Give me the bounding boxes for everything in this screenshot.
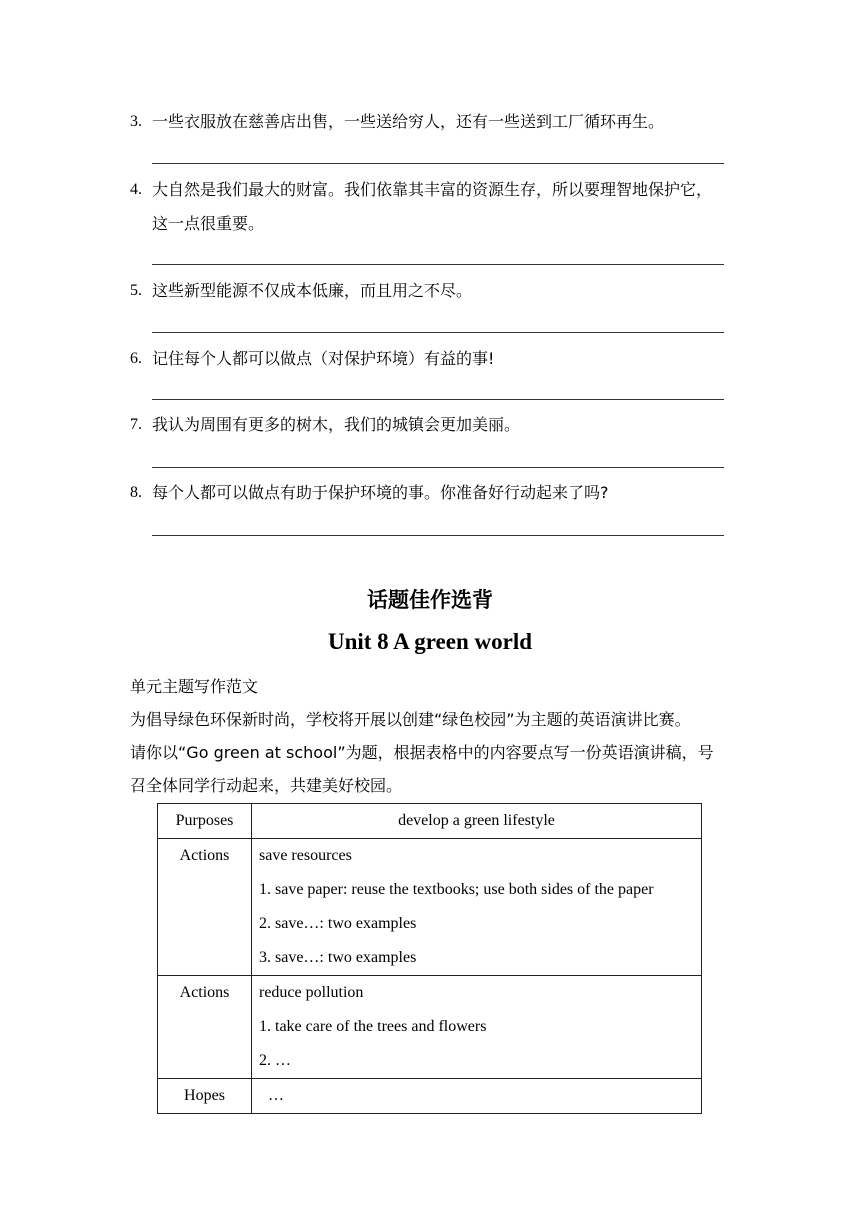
- table-row: [158, 976, 702, 1079]
- table-row: [158, 1079, 702, 1114]
- question-text: 这些新型能源不仅成本低廉，而且用之不尽。: [152, 281, 473, 300]
- row-content-cell: [252, 976, 702, 1079]
- answer-line[interactable]: [152, 332, 724, 333]
- row-content-line: 3. save…: two examples: [259, 949, 417, 966]
- question-text-continued: 这一点很重要。: [152, 214, 265, 233]
- writing-prompt: [130, 670, 745, 802]
- question-text: 我认为周围有更多的树木，我们的城镇会更加美丽。: [152, 415, 521, 434]
- answer-line[interactable]: [152, 535, 724, 536]
- row-label: Hopes: [184, 1087, 225, 1104]
- question-text: 大自然是我们最大的财富。我们依靠其丰富的资源生存，所以要理智地保护它，: [152, 180, 713, 199]
- row-content-cell: [252, 839, 702, 976]
- section-title: 话题佳作选背: [367, 588, 493, 612]
- row-label-cell: [158, 839, 252, 976]
- question-5: [130, 274, 740, 308]
- question-4: [130, 173, 740, 241]
- row-label: Actions: [179, 984, 230, 1001]
- question-number: 4.: [130, 181, 142, 198]
- row-content-line: save resources: [259, 847, 352, 864]
- question-6: [130, 342, 740, 376]
- row-content-line: develop a green lifestyle: [398, 812, 555, 829]
- row-label-cell: [158, 804, 252, 839]
- row-content-line: 1. save paper: reuse the textbooks; use both sides of the paper: [259, 881, 654, 898]
- row-label-cell: [158, 976, 252, 1079]
- prompt-label: 单元主题写作范文: [130, 677, 259, 696]
- outline-table: [157, 803, 702, 1114]
- question-7: [130, 408, 740, 442]
- row-content-cell: [252, 1079, 702, 1114]
- question-text: 记住每个人都可以做点（对保护环境）有益的事!: [152, 349, 495, 368]
- question-3: [130, 105, 740, 139]
- answer-line[interactable]: [152, 399, 724, 400]
- row-content-cell: [252, 804, 702, 839]
- row-content-line: 2. …: [259, 1052, 291, 1069]
- unit-title: Unit 8 A green world: [327, 629, 533, 654]
- table-row: [158, 804, 702, 839]
- question-number: 8.: [130, 484, 142, 501]
- answer-line[interactable]: [152, 163, 724, 164]
- question-number: 7.: [130, 416, 142, 433]
- question-number: 6.: [130, 350, 142, 367]
- question-8: [130, 476, 740, 510]
- row-content-line: 2. save…: two examples: [259, 915, 417, 932]
- question-number: 5.: [130, 282, 142, 299]
- row-label: Actions: [179, 847, 230, 864]
- row-content-line: 1. take care of the trees and flowers: [259, 1018, 487, 1035]
- row-content-line: reduce pollution: [259, 984, 364, 1001]
- row-label-cell: [158, 1079, 252, 1114]
- answer-line[interactable]: [152, 264, 724, 265]
- table-row: [158, 839, 702, 976]
- row-label: Purposes: [175, 812, 234, 829]
- prompt-line: 召全体同学行动起来，共建美好校园。: [130, 776, 403, 795]
- answer-line[interactable]: [152, 467, 724, 468]
- prompt-line: 请你以“Go green at school”为题，根据表格中的内容要点写一份英语演讲稿，号: [130, 743, 714, 762]
- prompt-line: 为倡导绿色环保新时尚，学校将开展以创建“绿色校园”为主题的英语演讲比赛。: [130, 710, 691, 729]
- row-content-line: …: [268, 1087, 284, 1104]
- question-text: 一些衣服放在慈善店出售，一些送给穷人，还有一些送到工厂循环再生。: [152, 112, 665, 131]
- question-number: 3.: [130, 113, 142, 130]
- question-text: 每个人都可以做点有助于保护环境的事。你准备好行动起来了吗?: [152, 483, 609, 502]
